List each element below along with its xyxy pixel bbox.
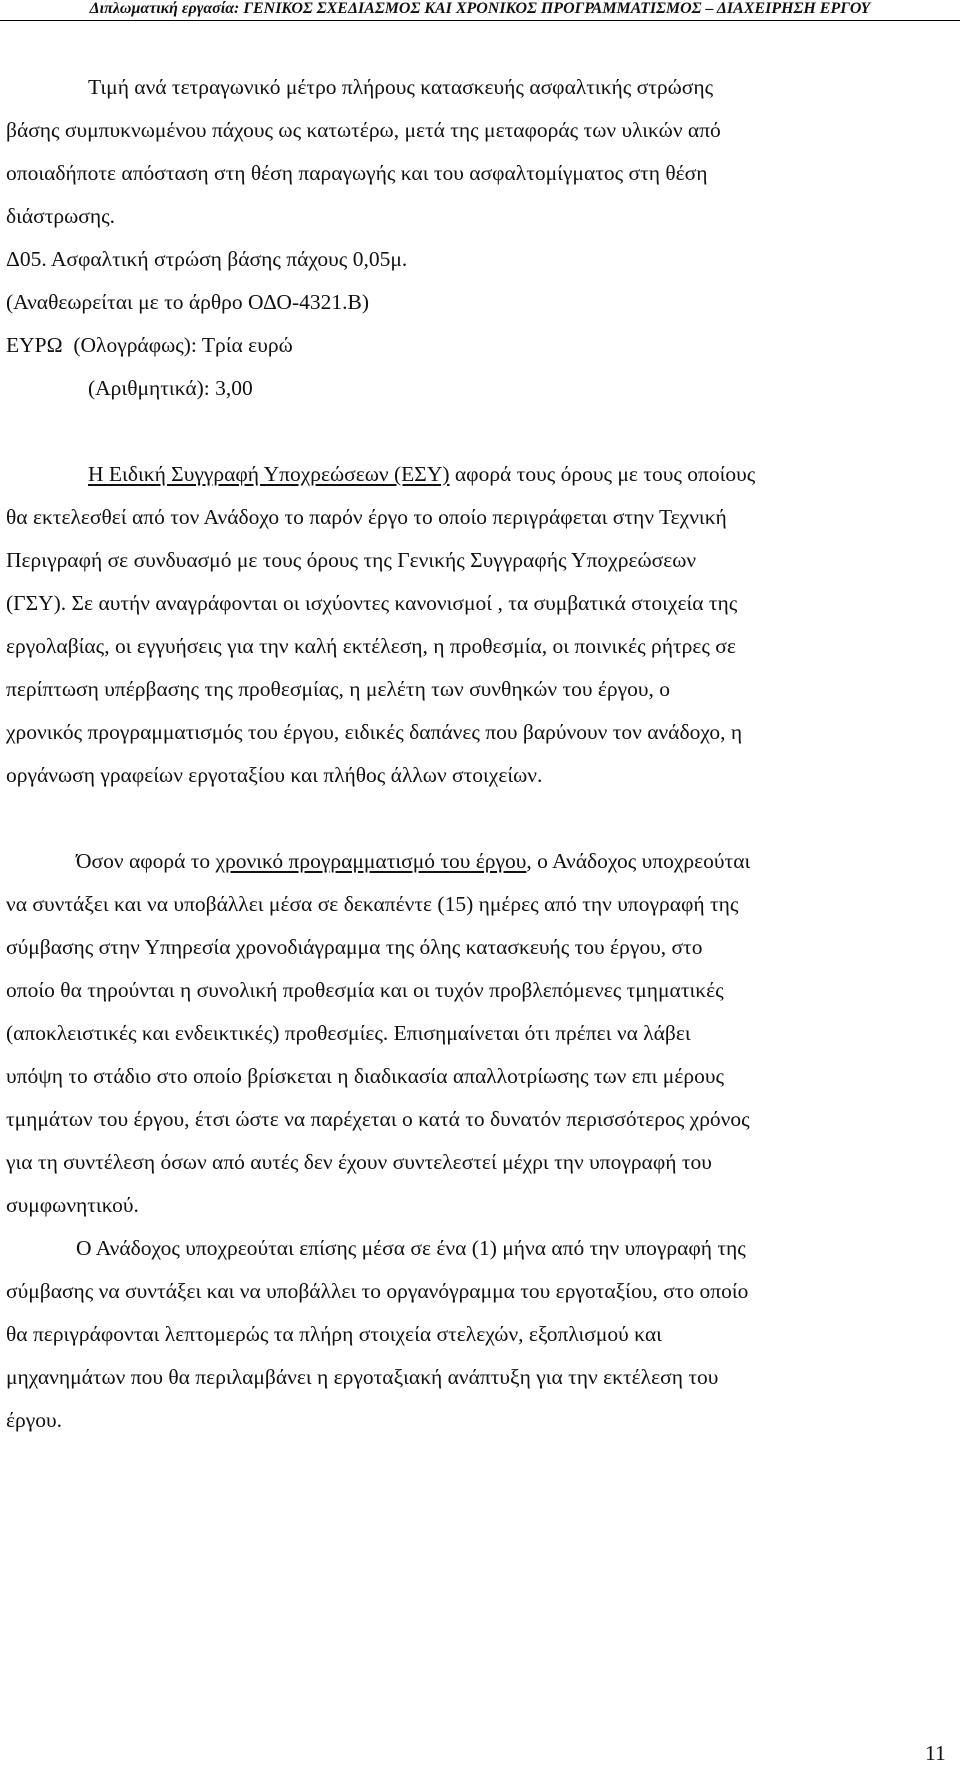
- item-description-line: οποιαδήποτε απόσταση στη θέση παραγωγής και του ασφαλτομίγματος στη θέση: [6, 161, 708, 185]
- paragraph-line: εργολαβίας, οι εγγυήσεις για την καλή εκτέλεση, η προθεσμία, οι ποινικές ρήτρες σε: [6, 634, 736, 658]
- item-code: Δ05. Ασφαλτική στρώση βάσης πάχους 0,05μ.: [6, 247, 408, 271]
- paragraph-line: έργου.: [6, 1408, 63, 1432]
- schedule-first-line-before: Όσον αφορά το: [76, 849, 216, 873]
- item-description-line: διάστρωσης.: [6, 204, 116, 228]
- paragraph-line: τμημάτων του έργου, έτσι ώστε να παρέχεται ο κατά το δυνατόν περισσότερος χρόνος: [6, 1107, 750, 1131]
- paragraph-line: Περιγραφή σε συνδυασμό με τους όρους της Γενικής Συγγραφής Υποχρεώσεων: [6, 548, 697, 572]
- paragraph-line: χρονικός προγραμματισμός του έργου, ειδικές δαπάνες που βαρύνουν τον ανάδοχο, η: [6, 720, 743, 744]
- item-reference: (Αναθεωρείται με το άρθρο ΟΔΟ-4321.Β): [6, 290, 369, 314]
- paragraph-line: Ο Ανάδοχος υποχρεούται επίσης μέσα σε ένα (1) μήνα από την υπογραφή της: [76, 1236, 746, 1260]
- paragraph-line: υπόψη το στάδιο στο οποίο βρίσκεται η διαδικασία απαλλοτρίωσης των επι μέρους: [6, 1064, 724, 1088]
- paragraph-line: σύμβασης στην Υπηρεσία χρονοδιάγραμμα της όλης κατασκευής του έργου, στο: [6, 935, 703, 959]
- paragraph-line: περίπτωση υπέρβασης της προθεσμίας, η μελέτη των συνθηκών του έργου, ο: [6, 677, 671, 701]
- paragraph-line: οποίο θα τηρούνται η συνολική προθεσμία και οι τυχόν προβλεπόμενες τμηματικές: [6, 978, 724, 1002]
- paragraph-line: σύμβασης να συντάξει και να υποβάλλει το οργανόγραμμα του εργοταξίου, στο οποίο: [6, 1279, 749, 1303]
- item-description-line: βάσης συμπυκνωμένου πάχους ως κατωτέρω, μετά της μεταφοράς των υλικών από: [6, 118, 721, 142]
- paragraph-line: θα περιγράφονται λεπτομερώς τα πλήρη στοιχεία στελεχών, εξοπλισμού και: [6, 1322, 662, 1346]
- price-numeric: (Αριθμητικά): 3,00: [88, 376, 253, 400]
- page-number: 11: [925, 1741, 946, 1765]
- paragraph-line: (αποκλειστικές και ενδεικτικές) προθεσμίες. Επισημαίνεται ότι πρέπει να λάβει: [6, 1021, 691, 1045]
- esy-first-line: [88, 462, 755, 487]
- paragraph-line: θα εκτελεσθεί από τον Ανάδοχο το παρόν έργο το οποίο περιγράφεται στην Τεχνική: [6, 505, 727, 529]
- paragraph-line: (ΓΣΥ). Σε αυτήν αναγράφονται οι ισχύοντες κανονισμοί , τα συμβατικά στοιχεία της: [6, 591, 738, 615]
- paragraph-line: οργάνωση γραφείων εργοταξίου και πλήθος άλλων στοιχείων.: [6, 763, 543, 787]
- schedule-term: χρονικό προγραμματισμό του έργου: [215, 849, 527, 873]
- running-header: Διπλωματική εργασία: ΓΕΝΙΚΟΣ ΣΧΕΔΙΑΣΜΟΣ ΚΑΙ ΧΡΟΝΙΚΟΣ ΠΡΟΓΡΑΜΜΑΤΙΣΜΟΣ – ΔΙΑΧΕΙΡΗΣΗ ΕΡΓΟΥ: [0, 0, 960, 21]
- paragraph-line: να συντάξει και να υποβάλλει μέσα σε δεκαπέντε (15) ημέρες από την υπογραφή της: [6, 892, 739, 916]
- paragraph-line: συμφωνητικού.: [6, 1193, 139, 1217]
- item-description-line: Τιμή ανά τετραγωνικό μέτρο πλήρους κατασκευής ασφαλτικής στρώσης: [88, 75, 714, 99]
- paragraph-line: μηχανημάτων που θα περιλαμβάνει η εργοταξιακή ανάπτυξη για την εκτέλεση του: [6, 1365, 719, 1389]
- schedule-first-line-after: , ο Ανάδοχος υποχρεούται: [526, 849, 751, 873]
- esy-term: Η Ειδική Συγγραφή Υποχρεώσεων (ΕΣΥ): [88, 462, 450, 486]
- schedule-first-line: [76, 849, 750, 874]
- esy-first-line-rest: αφορά τους όρους με τους οποίους: [449, 462, 756, 486]
- price-in-words: ΕΥΡΩ (Ολογράφως): Τρία ευρώ: [6, 333, 293, 357]
- paragraph-line: για τη συντέλεση όσων από αυτές δεν έχουν συντελεστεί μέχρι την υπογραφή του: [6, 1150, 712, 1174]
